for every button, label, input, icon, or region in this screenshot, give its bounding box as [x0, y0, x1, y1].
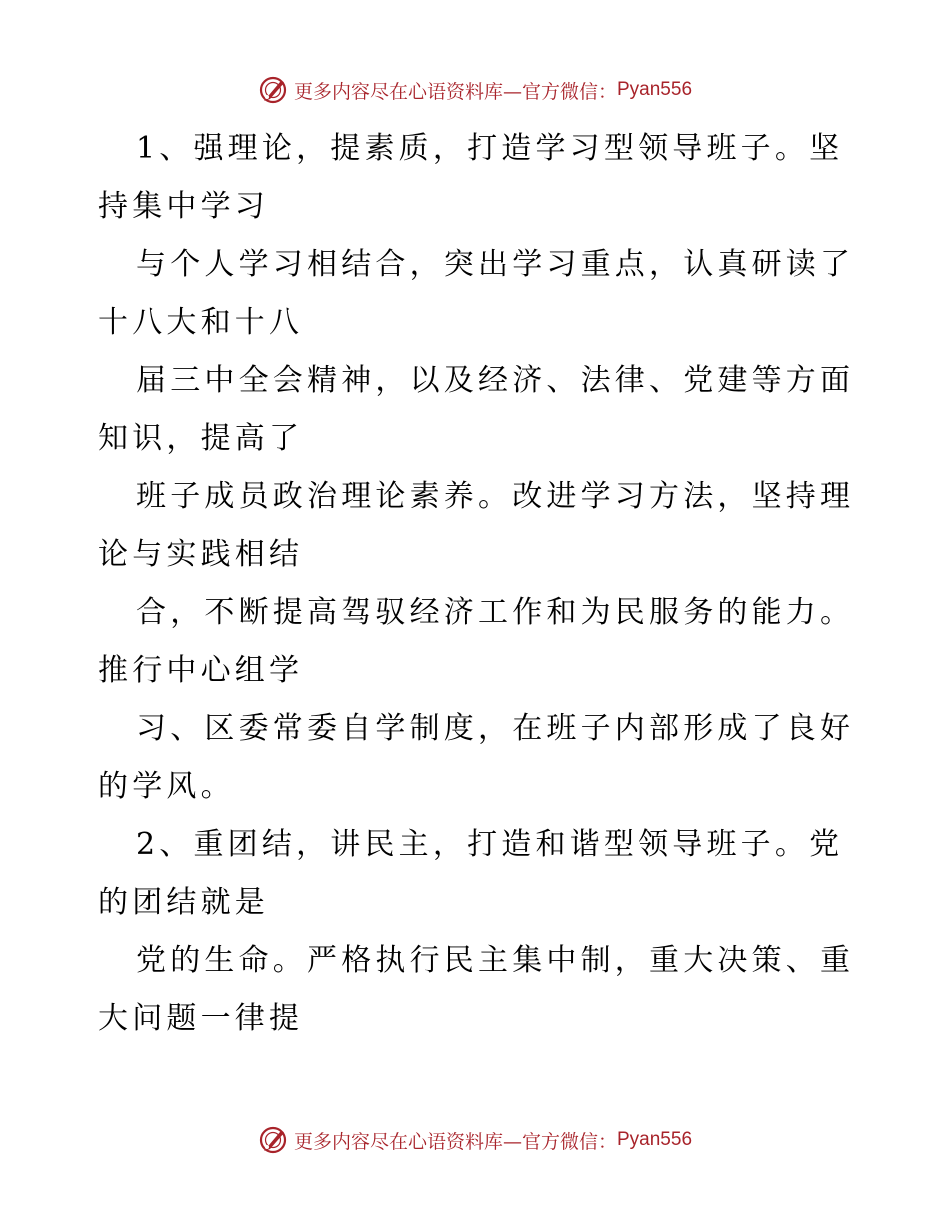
text-line: 与个人学习相结合，突出学习重点，认真研读了 — [136, 247, 855, 282]
text-line: 届三中全会精神，以及经济、法律、党建等方面 — [136, 363, 855, 398]
text-line: 论与实践相结 — [98, 537, 304, 572]
footer-wechat-handle: Pyan556 — [617, 1129, 693, 1150]
quill-seal-icon — [258, 1125, 288, 1155]
body-text — [98, 120, 858, 1048]
text-line: 的团结就是 — [98, 885, 269, 920]
footer-watermark-banner — [0, 1120, 950, 1160]
text-line: 党的生命。严格执行民主集中制，重大决策、重 — [136, 943, 855, 978]
text-line: 班子成员政治理论素养。改进学习方法，坚持理 — [136, 479, 855, 514]
footer-brand-text: 更多内容尽在心语资料库—官方微信： — [293, 1130, 617, 1153]
text-line: 知识，提高了 — [98, 421, 304, 456]
header-wechat-handle: Pyan556 — [617, 79, 693, 100]
header-brand-text: 更多内容尽在心语资料库—官方微信： — [293, 80, 617, 103]
text-line: 持集中学习 — [98, 189, 269, 224]
text-line: 合，不断提高驾驭经济工作和为民服务的能力。 — [136, 595, 855, 630]
quill-seal-icon — [258, 75, 288, 105]
text-line: 1、强理论，提素质，打造学习型领导班子。坚 — [136, 131, 844, 166]
document-body — [98, 120, 858, 1048]
header-watermark-banner — [0, 70, 950, 110]
text-line: 十八大和十八 — [98, 305, 304, 340]
text-line: 2、重团结，讲民主，打造和谐型领导班子。党 — [136, 827, 844, 862]
text-line: 推行中心组学 — [98, 653, 304, 688]
text-line: 的学风。 — [98, 769, 235, 804]
text-line: 习、区委常委自学制度，在班子内部形成了良好 — [136, 711, 855, 746]
text-line: 大问题一律提 — [98, 1001, 304, 1036]
